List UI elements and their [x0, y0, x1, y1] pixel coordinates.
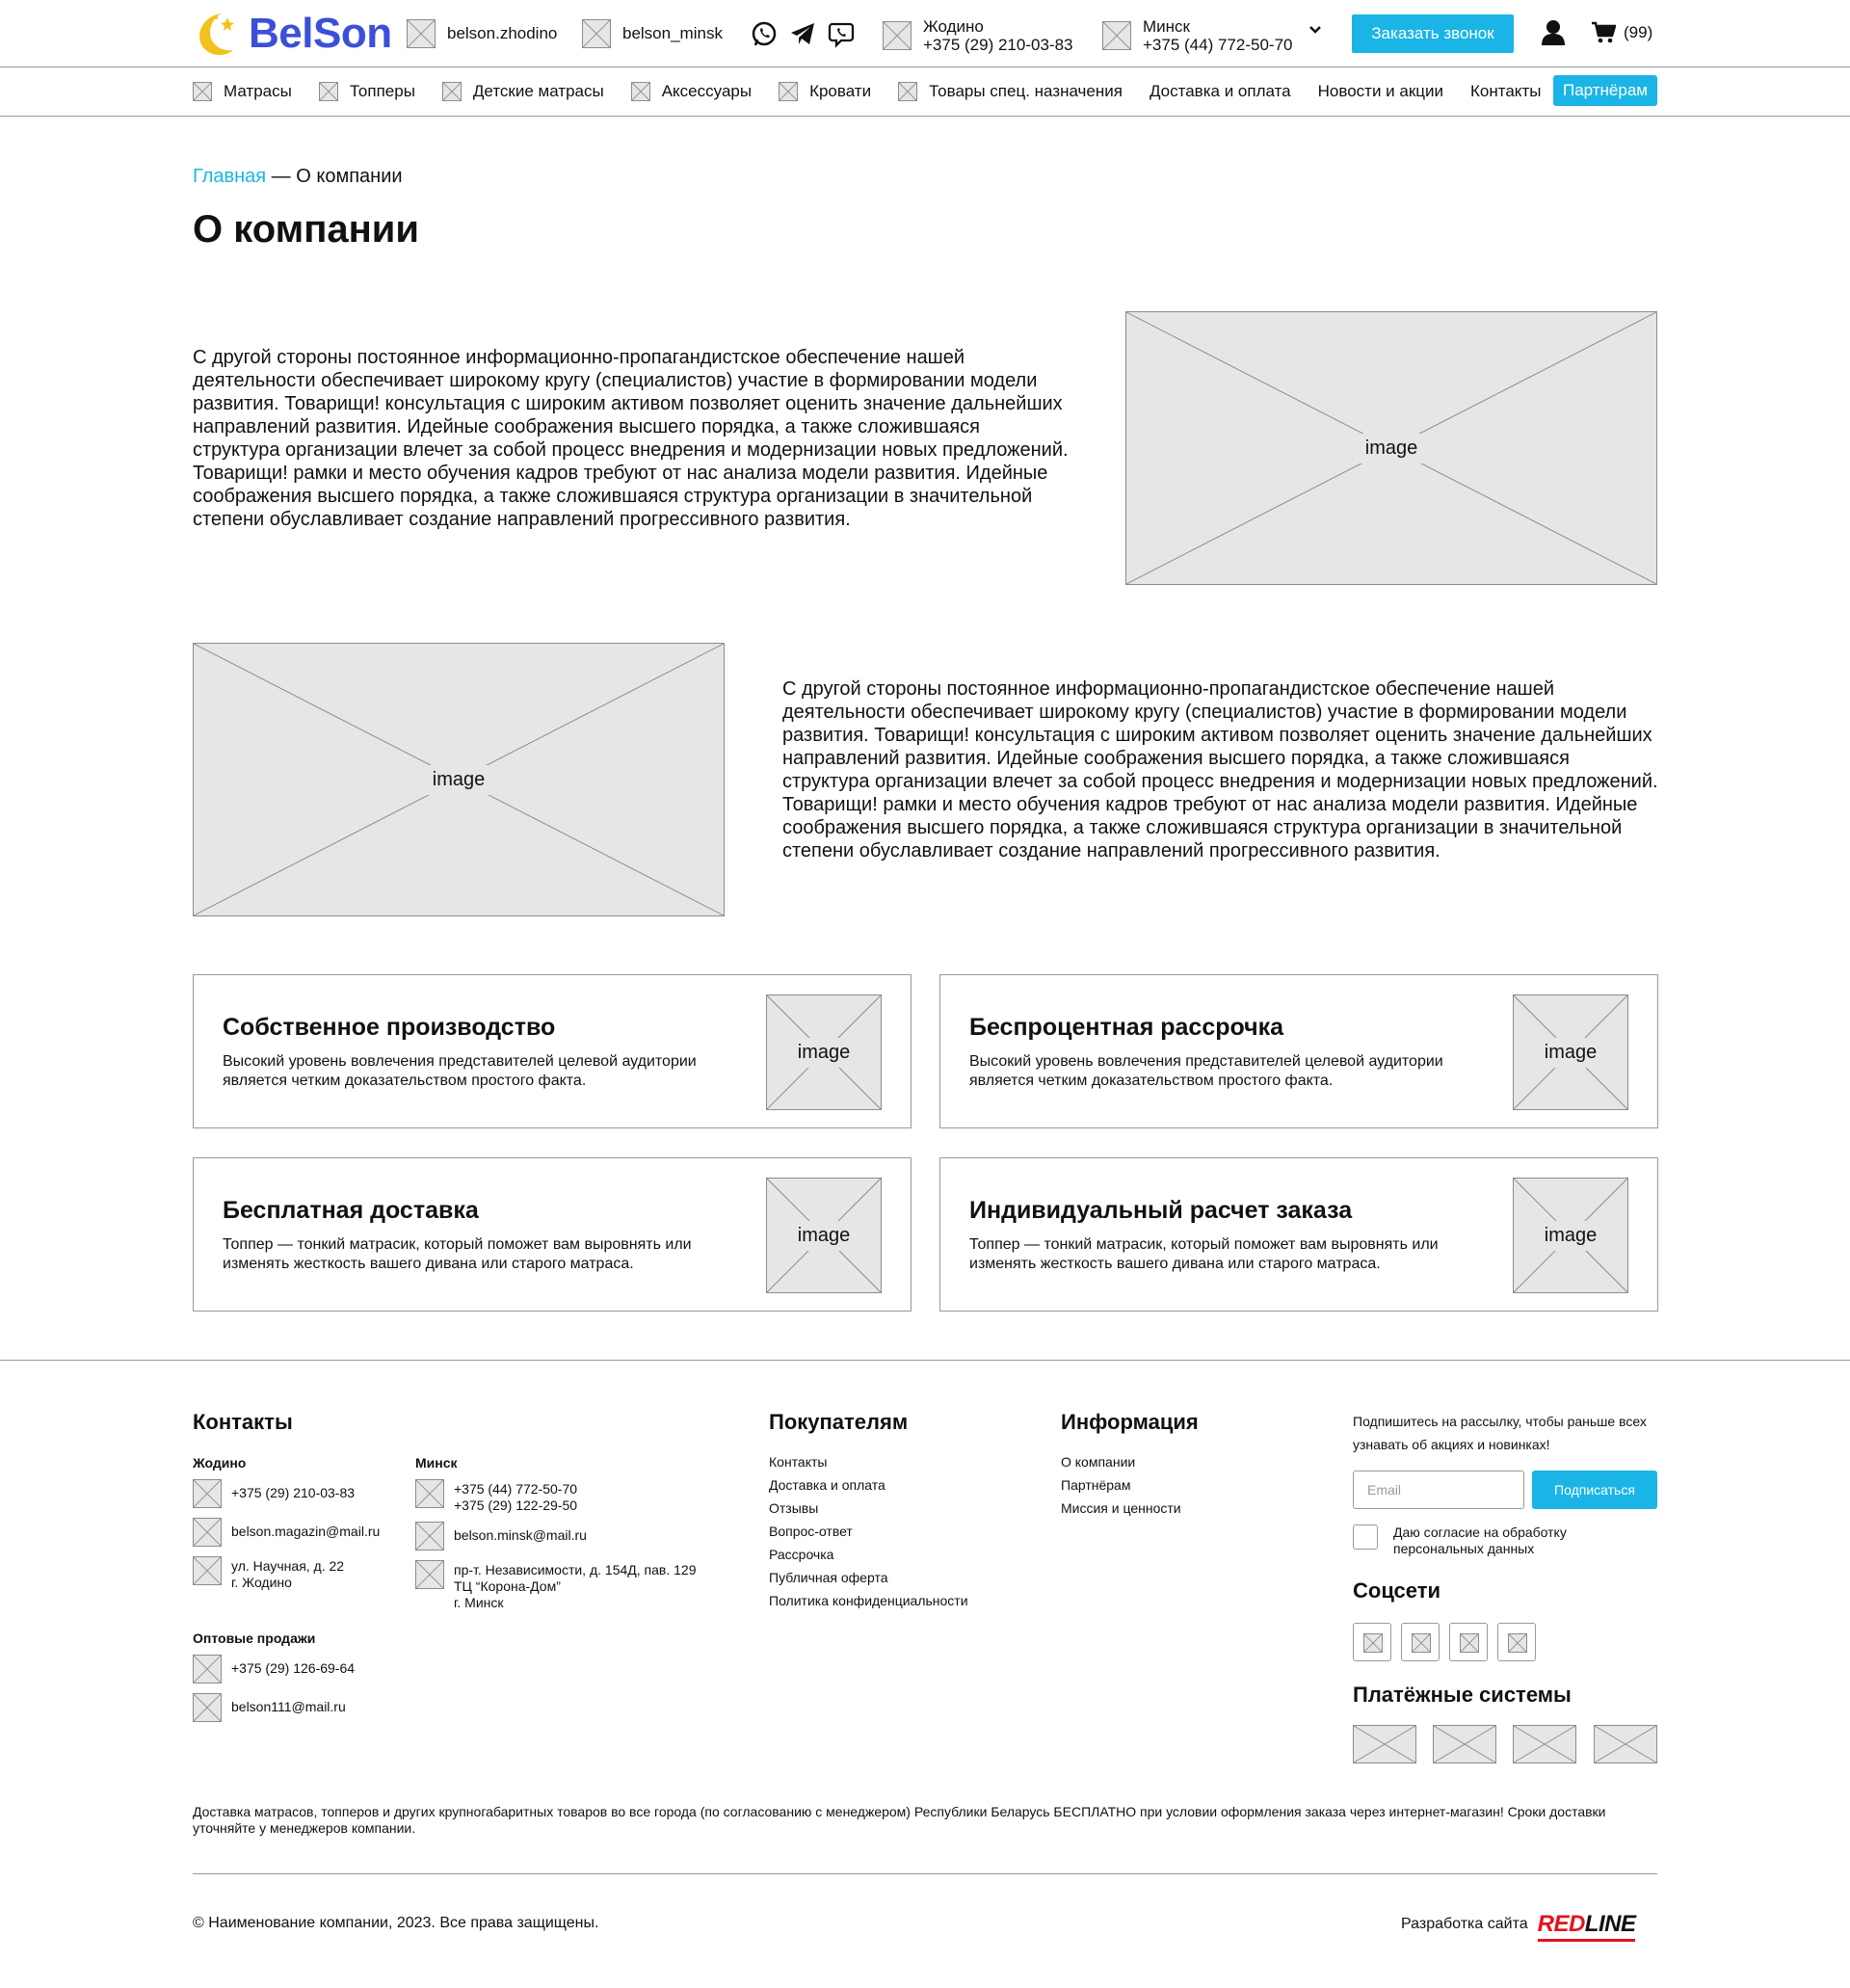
feature-image: image: [1513, 994, 1628, 1110]
cart[interactable]: [1591, 21, 1652, 44]
footer-zhodino-phone[interactable]: +375 (29) 210-03-83: [193, 1479, 355, 1508]
copyright: © Наименование компании, 2023. Все права защищены.: [193, 1915, 599, 1931]
accessories-icon: [631, 82, 650, 101]
footer-link-mission[interactable]: Миссия и ценности: [1061, 1500, 1181, 1516]
nav-item-delivery[interactable]: Доставка и оплата: [1149, 82, 1291, 100]
main-nav: [193, 67, 1568, 116]
feature-title: Индивидуальный расчет заказа: [969, 1197, 1353, 1224]
feature-text: Высокий уровень вовлечения представителей целевой аудитории является четким доказательством простого факта.: [969, 1053, 1443, 1089]
feature-card: [193, 1157, 912, 1312]
phone-icon: [415, 1479, 444, 1508]
special-goods-icon: [898, 82, 917, 101]
feature-image: image: [766, 1178, 882, 1293]
footer-wholesale-email[interactable]: belson111@mail.ru: [193, 1693, 346, 1722]
nav-item-toppers[interactable]: Топперы: [319, 82, 415, 101]
mail-icon: [415, 1522, 444, 1551]
feature-text: Топпер — тонкий матрасик, который поможет вам выровнять или изменять жесткость вашего дивана или старого матраса.: [969, 1236, 1439, 1272]
instagram-icon: [407, 19, 436, 48]
social-link-4[interactable]: [1497, 1623, 1536, 1661]
footer-wholesale-phone[interactable]: +375 (29) 126-69-64: [193, 1655, 355, 1683]
chevron-down-icon[interactable]: [1308, 25, 1322, 35]
breadcrumb-separator: —: [266, 166, 297, 187]
bed-icon: [779, 82, 798, 101]
page-title: О компании: [193, 208, 419, 251]
nav-item-beds[interactable]: Кровати: [779, 82, 871, 101]
footer-zhodino-email[interactable]: belson.magazin@mail.ru: [193, 1518, 380, 1547]
phone-icon: [193, 1479, 222, 1508]
delivery-note: Доставка матрасов, топперов и других крупногабаритных товаров во все города (по согласованию с менеджером) Республики Беларусь БЕСПЛАТНО при условии оформления заказа через интернет-магазин! Сроки доставки уточняйте у менеджеров компании.: [193, 1804, 1606, 1836]
feature-image: image: [1513, 1178, 1628, 1293]
about-paragraph-1: С другой стороны постоянное информационно-пропагандистское обеспечение нашей деятельности обеспечивает широкому кругу (специалистов) участие в формировании модели развития. Товарищи! консультация с широким активом позволяет оценить значение дальнейших направлений развития. Идейные соображения высшего порядка, а также сложившаяся структура организации влечет за собой процесс внедрения и модернизации новых предложений. Товарищи! рамки и место обучения кадров требуют от нас анализа модели развития. Идейные соображения высшего порядка, а также сложившаяся структура организации в значительной степени обуславливает создание направлений прогрессивного развития.: [193, 347, 1069, 530]
feature-title: Беспроцентная рассрочка: [969, 1014, 1284, 1041]
footer-link-offer[interactable]: Публичная оферта: [769, 1570, 888, 1585]
footer-link-about[interactable]: О компании: [1061, 1454, 1136, 1470]
social-icon: [1508, 1633, 1527, 1653]
topper-icon: [319, 82, 338, 101]
cart-icon: [1591, 21, 1616, 44]
cart-count: (99): [1624, 23, 1653, 41]
social-icon: [1363, 1633, 1383, 1653]
partners-button[interactable]: Партнёрам: [1553, 75, 1657, 106]
phone-icon: [1102, 21, 1131, 50]
nav-item-mattresses[interactable]: Матрасы: [193, 82, 292, 101]
logo-text: BelSon: [249, 10, 392, 57]
footer-divider: [0, 1360, 1850, 1361]
footer-info-title: Информация: [1061, 1410, 1199, 1434]
instagram-icon: [582, 19, 611, 48]
footer-minsk-phones[interactable]: +375 (44) 772-50-70 +375 (29) 122-29-50: [415, 1479, 577, 1514]
consent-checkbox[interactable]: [1353, 1524, 1378, 1550]
footer-zhodino-title: Жодино: [193, 1455, 247, 1471]
feature-card: [939, 1157, 1658, 1312]
phone-icon: [193, 1655, 222, 1683]
developer-label: Разработка сайта: [1401, 1916, 1528, 1932]
feature-title: Собственное производство: [223, 1014, 556, 1041]
breadcrumb: [193, 166, 403, 188]
telegram-icon[interactable]: [788, 19, 817, 48]
mail-icon: [193, 1693, 222, 1722]
footer-minsk-address: пр-т. Независимости, д. 154Д, пав. 129 ТЦ “Корона-Дом” г. Минск: [415, 1560, 696, 1611]
social-title: Соцсети: [1353, 1578, 1441, 1603]
logo[interactable]: [193, 10, 392, 58]
footer-link-reviews[interactable]: Отзывы: [769, 1500, 819, 1516]
footer-minsk-title: Минск: [415, 1455, 458, 1471]
developer-credit[interactable]: [1401, 1911, 1635, 1938]
footer-link-installments[interactable]: Рассрочка: [769, 1547, 834, 1562]
nav-item-accessories[interactable]: Аксессуары: [631, 82, 752, 101]
footer-link-faq[interactable]: Вопрос-ответ: [769, 1524, 853, 1539]
payment-title: Платёжные системы: [1353, 1683, 1572, 1707]
phone-minsk[interactable]: Минск +375 (44) 772-50-70: [1102, 17, 1292, 54]
messenger-icons: [750, 19, 856, 48]
nav-item-special-goods[interactable]: Товары спец. назначения: [898, 82, 1123, 101]
payment-logo: [1433, 1725, 1496, 1763]
top-bar: [0, 0, 1850, 67]
order-call-button[interactable]: Заказать звонок: [1352, 14, 1514, 53]
footer-link-privacy[interactable]: Политика конфиденциальности: [769, 1593, 968, 1608]
social-icon: [1412, 1633, 1431, 1653]
nav-item-kids-mattresses[interactable]: Детские матрасы: [442, 82, 604, 101]
footer-link-delivery[interactable]: Доставка и оплата: [769, 1477, 885, 1493]
feature-card: [193, 974, 912, 1128]
social-link-1[interactable]: [1353, 1623, 1391, 1661]
nav-item-contacts[interactable]: Контакты: [1470, 82, 1542, 100]
feature-text: Высокий уровень вовлечения представителей целевой аудитории является четким доказательством простого факта.: [223, 1053, 697, 1089]
footer-link-partners[interactable]: Партнёрам: [1061, 1477, 1131, 1493]
copyright-divider: [193, 1873, 1657, 1874]
feature-text: Топпер — тонкий матрасик, который поможет вам выровнять или изменять жесткость вашего дивана или старого матраса.: [223, 1236, 692, 1272]
footer-buyers-title: Покупателям: [769, 1410, 909, 1434]
footer-wholesale-title: Оптовые продажи: [193, 1630, 316, 1646]
breadcrumb-current: О компании: [296, 166, 403, 187]
about-image-2: image: [193, 643, 725, 916]
whatsapp-icon[interactable]: [750, 19, 779, 48]
location-icon: [193, 1556, 222, 1585]
consent-label: Даю согласие на обработку персональных данных: [1393, 1524, 1567, 1556]
location-icon: [415, 1560, 444, 1589]
payment-logo: [1353, 1725, 1416, 1763]
minsk-social-link[interactable]: belson_minsk: [582, 19, 723, 48]
payment-logo: [1513, 1725, 1576, 1763]
email-field[interactable]: [1353, 1471, 1524, 1509]
footer-zhodino-address: ул. Научная, д. 22 г. Жодино: [193, 1556, 344, 1591]
kids-mattress-icon: [442, 82, 462, 101]
social-link-3[interactable]: [1449, 1623, 1488, 1661]
footer-minsk-email[interactable]: belson.minsk@mail.ru: [415, 1522, 587, 1551]
redline-logo: REDLINE: [1538, 1911, 1636, 1938]
feature-image: image: [766, 994, 882, 1110]
about-image-1: image: [1125, 311, 1657, 585]
payment-logo: [1594, 1725, 1657, 1763]
mattress-icon: [193, 82, 212, 101]
footer-contacts-title: Контакты: [193, 1410, 293, 1434]
feature-card: [939, 974, 1658, 1128]
phone-zhodino[interactable]: Жодино +375 (29) 210-03-83: [883, 17, 1072, 54]
nav-item-news[interactable]: Новости и акции: [1317, 82, 1444, 100]
social-link-2[interactable]: [1401, 1623, 1440, 1661]
about-paragraph-2: С другой стороны постоянное информационно-пропагандистское обеспечение нашей деятельности обеспечивает широкому кругу (специалистов) участие в формировании модели развития. Товарищи! консультация с широким активом позволяет оценить значение дальнейших направлений развития. Идейные соображения высшего порядка, а также сложившаяся структура организации влечет за собой процесс внедрения и модернизации новых предложений. Товарищи! рамки и место обучения кадров требуют от нас анализа модели развития. Идейные соображения высшего порядка, а также сложившаяся структура организации в значительной степени обуславливает создание направлений прогрессивного развития.: [782, 678, 1658, 861]
feature-title: Бесплатная доставка: [223, 1197, 479, 1224]
user-icon[interactable]: [1540, 19, 1567, 46]
mail-icon: [193, 1518, 222, 1547]
footer-link-contacts[interactable]: Контакты: [769, 1454, 828, 1470]
viber-icon[interactable]: [827, 19, 856, 48]
social-icon: [1460, 1633, 1479, 1653]
moon-logo-icon: [193, 10, 243, 58]
breadcrumb-home-link[interactable]: Главная: [193, 166, 267, 187]
zhodino-social-link[interactable]: belson.zhodino: [407, 19, 557, 48]
subscribe-button[interactable]: Подписаться: [1532, 1471, 1657, 1509]
main-nav-bar: [0, 67, 1850, 117]
subscribe-text: Подпишитесь на рассылку, чтобы раньше всех узнавать об акциях и новинках!: [1353, 1414, 1647, 1452]
phone-icon: [883, 21, 912, 50]
